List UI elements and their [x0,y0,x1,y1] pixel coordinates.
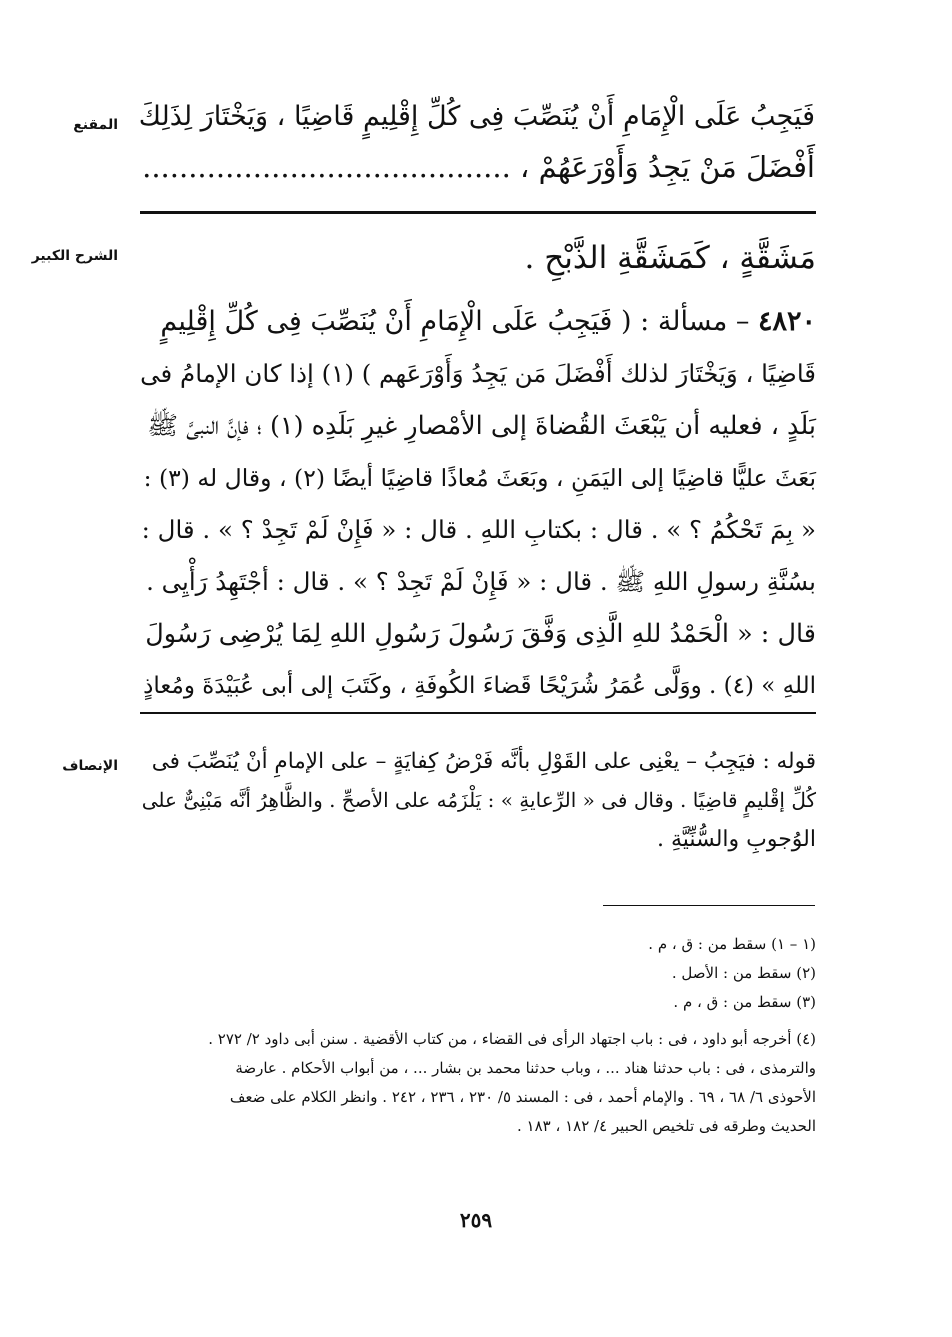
issue-number: ٤٨٢٠ [757,306,816,337]
insaf-text [140,742,816,859]
footnote-continuation: والترمذى ، فى : باب حدثنا هناد ... ، وباب حدثنا محمد بن بشار ... ، من أبواب الأحكام . عارضة [235,1059,816,1077]
sharh-line: قال : « الْحَمْدُ للهِ الَّذِى وَفَّقَ رَسُولَ رَسُولِ اللهِ لِمَا يُرْضِى رَسُولَ [145,619,816,649]
insaf-line: كُلِّ إقْليمٍ قاضِيًا . وقال فى « الرِّعايةِ » : يَلْزَمُه على الأصحِّ . والظَّاهِرُ أنَّه مَبْنِىٌّ على [141,788,816,812]
sharh-line: بَلَدٍ ، فعليه أن يَبْعَثَ القُضاةَ إلى الأمْصارِ غيرِ بَلَدِه (١) ؛ فإنَّ النبىَّ ﷺ [147,411,816,441]
sharh-line: اللهِ » (٤) . ووَلَّى عُمَرُ شُرَيْحًا قَضاءَ الكُوفَةِ ، وكَتَبَ إلى أبى عُبَيْدَةَ ومُعاذٍ [143,673,816,699]
footnote-continuation: الحديث وطرقه فى تلخيص الحبير ٤/ ١٨٢ ، ١٨٣ . [516,1117,816,1135]
footnotes [140,930,816,1141]
footnote-continuation: الأحوذى ٦/ ٦٨ ، ٦٩ . والإمام أحمد ، فى : المسند ٥/ ٢٣٠ ، ٢٣٦ ، ٢٤٢ . وانظر الكلام على ضعف [229,1088,816,1106]
section-label-insaf: الإنصاف [62,758,118,774]
sharh-opening [140,236,816,280]
page-number: ٢٥٩ [459,1208,493,1232]
insaf-line: قوله : فيَجِبُ – يعْنِى على القَوْلِ بأنَّه فَرْضُ كِفايَةٍ – على الإمامِ أنْ يُنَصِّبَ فى [151,749,816,774]
section-divider [140,712,816,714]
footnote: (٣) سقط من : ق ، م . [673,993,816,1011]
insaf-line: الوُجوبِ والسُّنِّيَّةِ . [657,827,816,852]
sharh-line: بسُنَّةِ رسولِ اللهِ ﷺ . قال : « فَإِنْ لَمْ تَجِدْ ؟ » . قال : أجْتَهِدُ رَأْيِى . [146,567,816,596]
muqni-line: فَيَجِبُ عَلَى الْإِمَامِ أَنْ يُنَصِّبَ فِى كُلِّ إِقْلِيمٍ قَاضِيًا ، وَيَخْتَارَ لِذَلِكَ [138,101,815,132]
footnote-separator [603,905,815,906]
section-label-sharh: الشرح الكبير [31,248,118,264]
sharh-opening-line: مَشَقَّةٍ ، كَمَشَقَّةِ الذَّبْحِ . [524,240,816,276]
section-label-muqni: المقنع [73,117,118,133]
footnote: (١ – ١) سقط من : ق ، م . [648,935,816,953]
sharh-line: بَعَثَ عليًّا قاضِيًا إلى اليَمَنِ ، وبَعَثَ مُعاذًا قاضِيًا أيضًا (٢) ، وقال له (٣) : [143,464,816,492]
footnote: (٤) أخرجه أبو داود ، فى : باب اجتهاد الرأى فى القضاء ، من كتاب الأقضية . سنن أبى داود ٢/ ٢٧٢ . [208,1030,816,1048]
section-divider-thick [140,211,816,214]
sharh-line [140,296,816,348]
muqni-line: أَفْضَلَ مَنْ يَجِدُ وَأَوْرَعَهُمْ ، ........................................ [142,150,815,184]
sharh-line: قَاضِيًا ، وَيَخْتَارَ لذلك أَفْضَلَ مَن يَجِدُ وَأَوْرَعَهم ) (١) إذا كان الإمامُ فى [140,359,816,388]
sharh-line-text: – مسألة : ( فَيَجِبُ عَلَى الْإِمَامِ أَنْ يُنَصِّبَ فِى كُلِّ إِقْلِيمٍ [160,306,750,337]
sharh-line: « بِمَ تَحْكُمُ ؟ » . قال : بكتابِ اللهِ . قال : « فَإِنْ لَمْ تَجِدْ ؟ » . قال : [141,515,816,544]
sharh-main-text [140,296,816,712]
muqni-text [135,92,815,192]
footnote: (٢) سقط من : الأصل . [671,964,816,982]
